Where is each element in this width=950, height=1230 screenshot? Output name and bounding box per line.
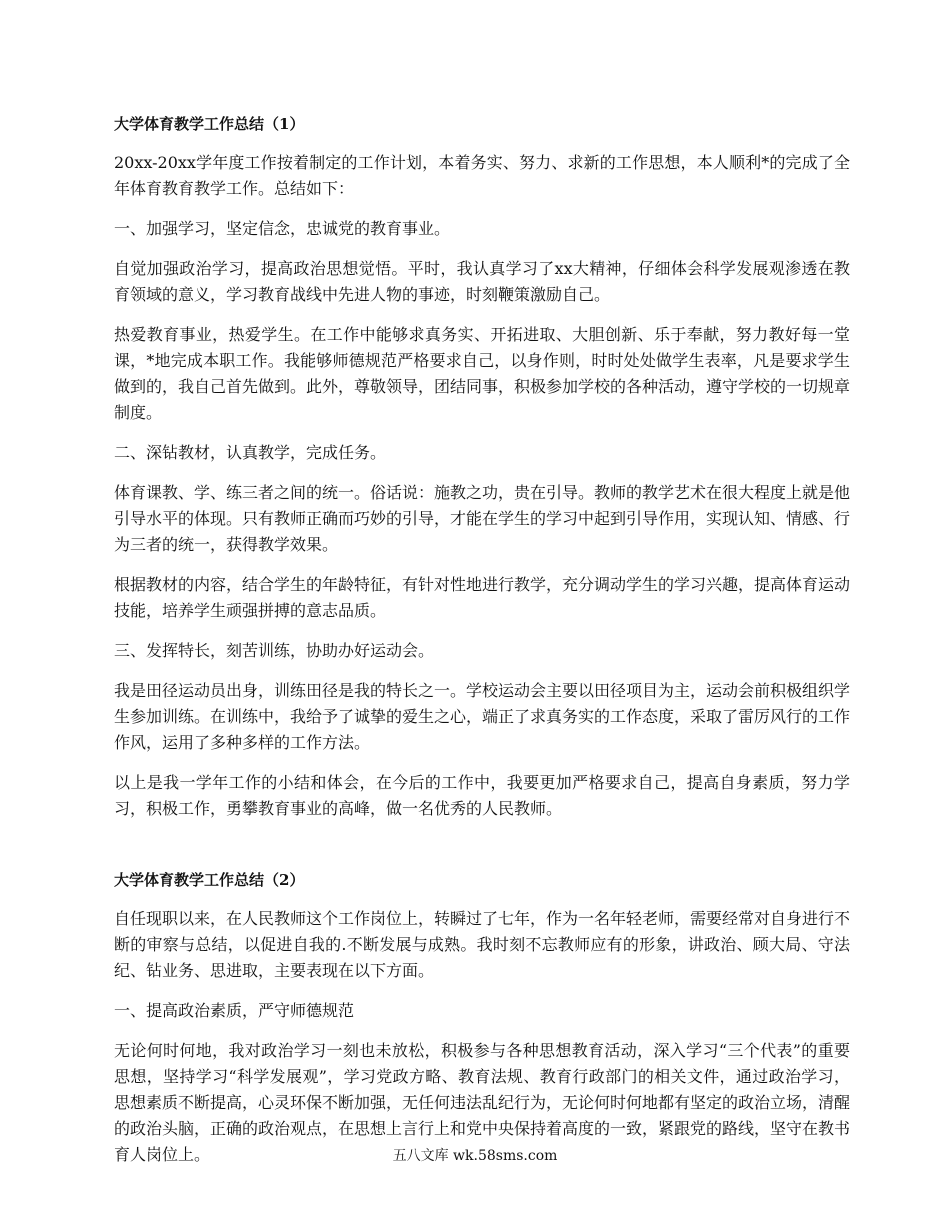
- paragraph: 一、加强学习，坚定信念，忠诚党的教育事业。: [114, 219, 451, 238]
- paragraph: 自觉加强政治学习，提高政治思想觉悟。平时，我认真学习了xx大精神，仔细体会科学发展观渗透在教育领域的意义，学习教育战线中先进人物的事迹，时刻鞭策激励自己。: [114, 259, 850, 304]
- paragraph: 以上是我一学年工作的小结和体会，在今后的工作中，我要更加严格要求自己，提高自身素质，努力学习，积极工作，勇攀教育事业的高峰，做一名优秀的人民教师。: [114, 773, 850, 818]
- section-spacer: [114, 836, 850, 868]
- section-title: 大学体育教学工作总结（1）: [114, 115, 305, 133]
- document-body: [114, 112, 850, 1182]
- section-2: [114, 868, 850, 1168]
- section-title: 大学体育教学工作总结（2）: [114, 871, 305, 889]
- paragraph: 三、发挥特长，刻苦训练，协助办好运动会。: [114, 641, 435, 660]
- paragraph: 热爱教育事业，热爱学生。在工作中能够求真务实、开拓进取、大胆创新、乐于奉献，努力教好每一堂课，*地完成本职工作。我能够师德规范严格要求自己，以身作则，时时处处做学生表率，凡是要求学生做到的，我自己首先做到。此外，尊敬领导，团结同事，积极参加学校的各种活动，遵守学校的一切规章制度。: [114, 325, 851, 422]
- section-1: [114, 112, 850, 822]
- paragraph: 根据教材的内容，结合学生的年龄特征，有针对性地进行教学，充分调动学生的学习兴趣，提高体育运动技能，培养学生顽强拼搏的意志品质。: [114, 575, 851, 620]
- paragraph: 我是田径运动员出身，训练田径是我的特长之一。学校运动会主要以田径项目为主，运动会前积极组织学生参加训练。在训练中，我给予了诚挚的爱生之心，端正了求真务实的工作态度，采取了雷厉风行的工作作风，运用了多种多样的工作方法。: [114, 681, 851, 752]
- footer-watermark: 五八文库 wk.58sms.com: [392, 1148, 558, 1164]
- paragraph: 自任现职以来，在人民教师这个工作岗位上，转瞬过了七年，作为一名年轻老师，需要经常对自身进行不断的审察与总结，以促进自我的.不断发展与成熟。我时刻不忘教师应有的形象，讲政治、顾大局、守法纪、钻业务、思进取，主要表现在以下方面。: [114, 909, 851, 980]
- paragraph: 体育课教、学、练三者之间的统一。俗话说：施教之功，贵在引导。教师的教学艺术在很大程度上就是他引导水平的体现。只有教师正确而巧妙的引导，才能在学生的学习中起到引导作用，实现认知、情感、行为三者的统一，获得教学效果。: [114, 483, 851, 554]
- paragraph: 一、提高政治素质，严守师德规范: [114, 1001, 355, 1020]
- paragraph: 无论何时何地，我对政治学习一刻也未放松，积极参与各种思想教育活动，深入学习“三个代表”的重要思想，坚持学习“科学发展观”，学习党政方略、教育法规、教育行政部门的相关文件，通过政治学习，思想素质不断提高，心灵环保不断加强，无任何违法乱纪行为，无论何时何地都有坚定的政治立场，清醒的政治头脑，正确的政治观点，在思想上言行上和党中央保持着高度的一致，紧跟党的路线，坚守在教书育人岗位上。: [114, 1041, 851, 1164]
- paragraph: 二、深钻教材，认真教学，完成任务。: [114, 443, 387, 462]
- paragraph: 20xx-20xx学年度工作按着制定的工作计划，本着务实、努力、求新的工作思想，本人顺利*的完成了全年体育教育教学工作。总结如下：: [114, 153, 850, 198]
